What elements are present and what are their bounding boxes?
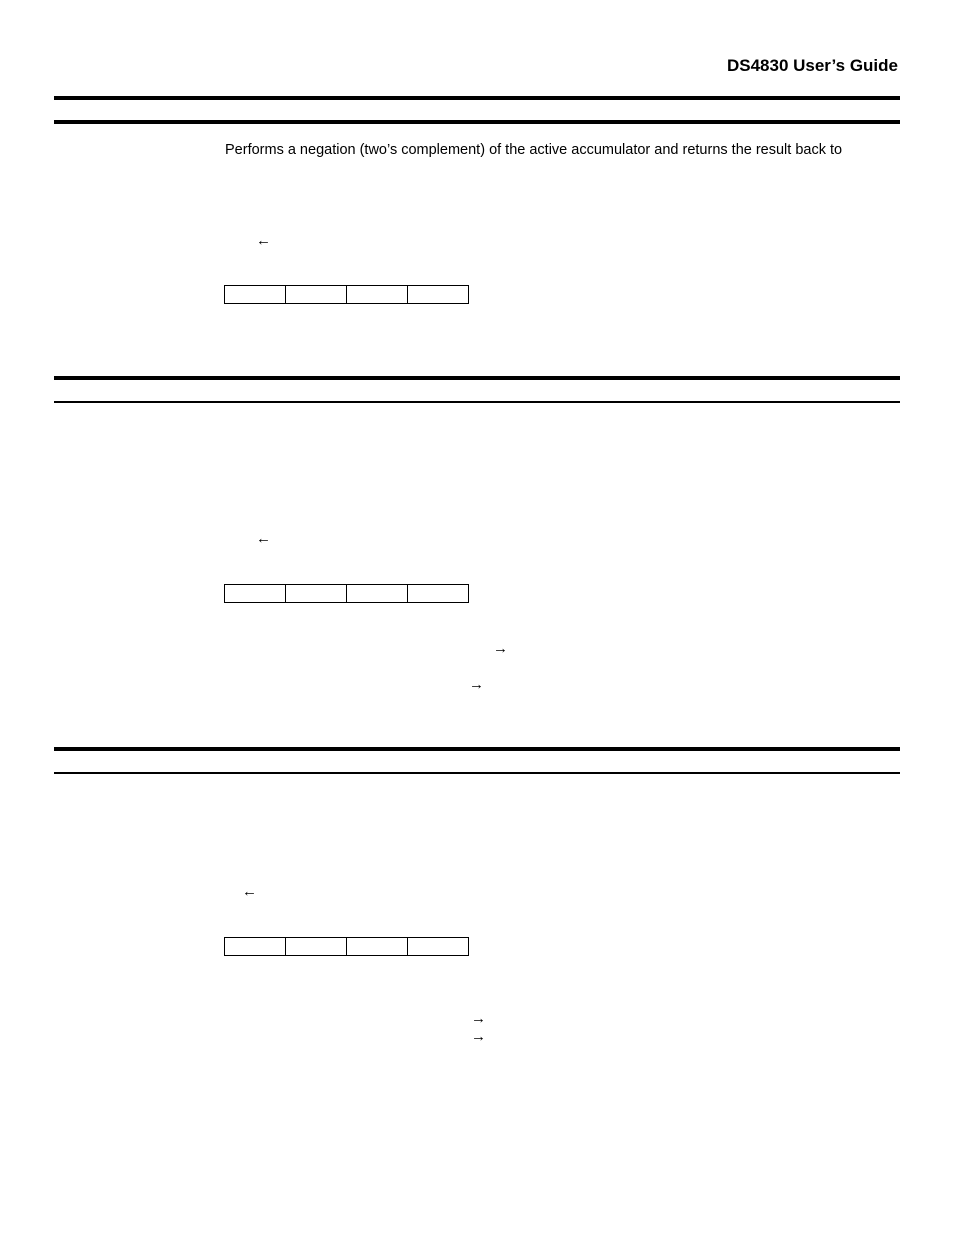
- encoding-cell: [286, 938, 347, 956]
- right-arrow-icon: →: [471, 1010, 486, 1027]
- left-arrow-icon: ←: [242, 883, 257, 900]
- left-arrow-icon: ←: [256, 530, 271, 547]
- encoding-table: [224, 937, 469, 956]
- encoding-table: [224, 285, 469, 304]
- section-rule-bottom: [54, 772, 900, 774]
- encoding-cell: [225, 286, 286, 304]
- encoding-cell: [408, 286, 469, 304]
- section-rule-top: [54, 747, 900, 751]
- encoding-cell: [286, 286, 347, 304]
- encoding-cell: [347, 938, 408, 956]
- encoding-cell: [225, 585, 286, 603]
- guide-title: DS4830 User’s Guide: [726, 56, 898, 75]
- encoding-cell: [286, 585, 347, 603]
- encoding-cell: [225, 938, 286, 956]
- section-rule-bottom: [54, 401, 900, 403]
- encoding-table: [224, 584, 469, 603]
- encoding-cell: [408, 585, 469, 603]
- encoding-cell: [347, 585, 408, 603]
- encoding-cell: [408, 938, 469, 956]
- section-rule-top: [54, 376, 900, 380]
- instruction-description: Performs a negation (two’s complement) of the active accumulator and returns the result back to: [225, 142, 843, 158]
- right-arrow-icon: →: [469, 676, 484, 693]
- section-rule-bottom: [54, 120, 900, 124]
- right-arrow-icon: →: [471, 1028, 486, 1045]
- right-arrow-icon: →: [493, 640, 508, 657]
- left-arrow-icon: ←: [256, 232, 271, 249]
- encoding-cell: [347, 286, 408, 304]
- section-rule-top: [54, 96, 900, 100]
